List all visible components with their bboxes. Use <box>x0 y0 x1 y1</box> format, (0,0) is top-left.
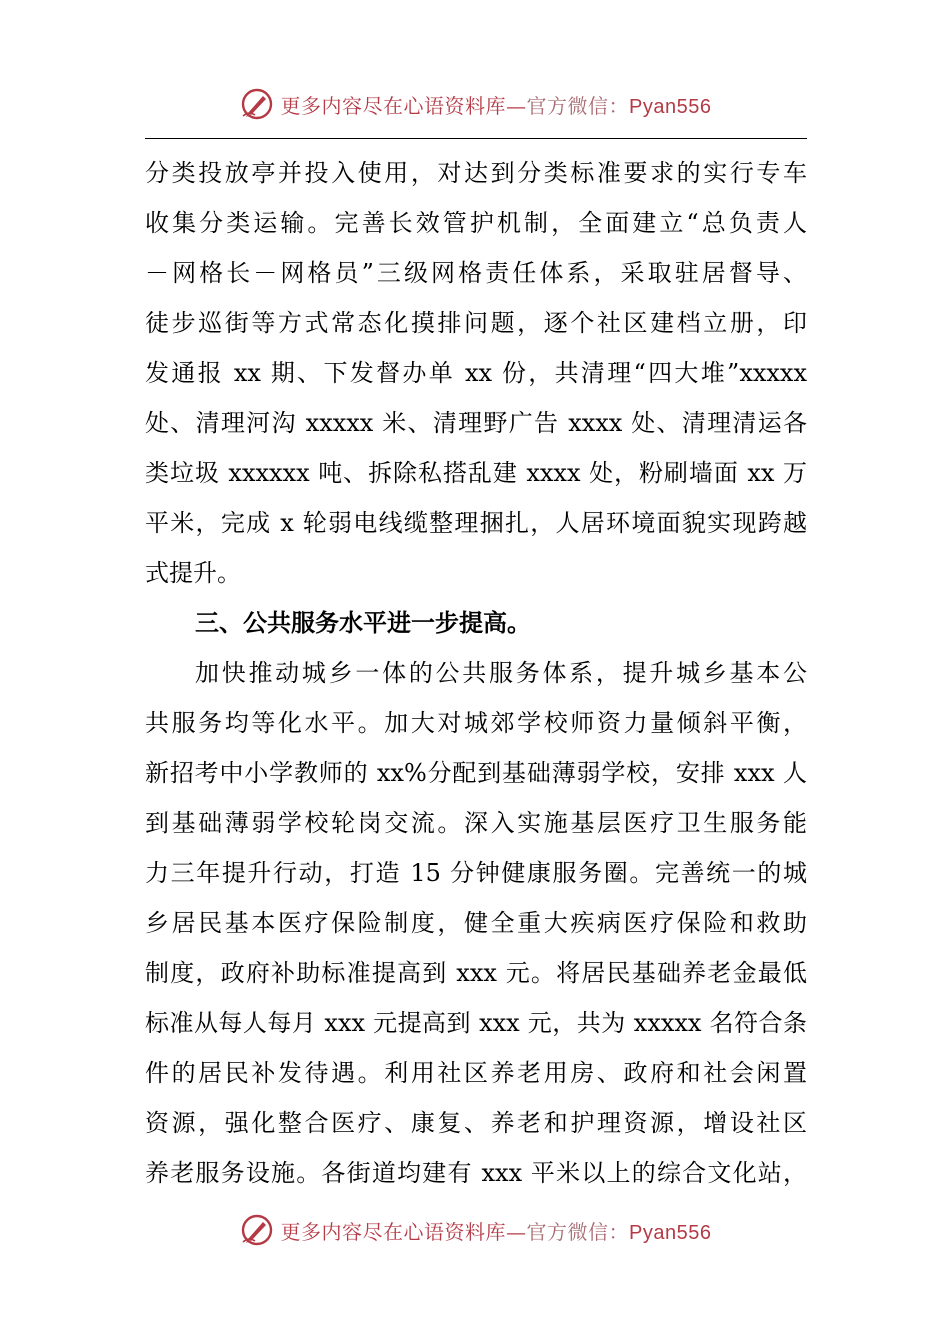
header-banner <box>0 82 950 126</box>
text-line: 乡居民基本医疗保险制度，健全重大疾病医疗保险和救助 <box>145 909 807 937</box>
pen-circle-logo-icon <box>239 1212 275 1248</box>
text-line: 加快推动城乡一体的公共服务体系，提升城乡基本公 <box>195 659 807 687</box>
header-dash: — <box>506 93 527 118</box>
header-wechat-label: 官方微信： <box>526 93 630 118</box>
footer-wechat-label: 官方微信： <box>526 1219 630 1244</box>
text-line: 徒步巡街等方式常态化摸排问题，逐个社区建档立册，印 <box>145 309 807 337</box>
header-divider <box>145 138 807 139</box>
header-brand: 更多内容尽在心语资料库 <box>280 93 507 118</box>
text-line: 分类投放亭并投入使用，对达到分类标准要求的实行专车 <box>145 159 807 187</box>
text-line: 处、清理河沟 xxxxx 米、清理野广告 xxxx 处、清理清运各 <box>145 409 807 437</box>
paragraph-2 <box>145 648 807 1198</box>
document-body <box>145 148 807 1198</box>
text-line: 力三年提升行动，打造 15 分钟健康服务圈。完善统一的城 <box>145 859 807 887</box>
text-line: －网格长－网格员”三级网格责任体系，采取驻居督导、 <box>145 259 807 287</box>
footer-dash: — <box>506 1219 527 1244</box>
text-line: 类垃圾 xxxxxx 吨、拆除私搭乱建 xxxx 处，粉刷墙面 xx 万 <box>145 459 807 487</box>
footer-text <box>281 1216 712 1245</box>
footer-banner <box>0 1208 950 1252</box>
text-line: 到基础薄弱学校轮岗交流。深入实施基层医疗卫生服务能 <box>145 809 807 837</box>
text-line: 共服务均等化水平。加大对城郊学校师资力量倾斜平衡， <box>145 709 807 737</box>
text-line: 养老服务设施。各街道均建有 xxx 平米以上的综合文化站， <box>145 1159 807 1187</box>
header-wechat-id: Pyan556 <box>629 95 712 118</box>
text-line: 制度，政府补助标准提高到 xxx 元。将居民基础养老金最低 <box>145 959 807 987</box>
text-line: 资源，强化整合医疗、康复、养老和护理资源，增设社区 <box>145 1109 807 1137</box>
text-line: 标准从每人每月 xxx 元提高到 xxx 元，共为 xxxxx 名符合条 <box>145 1009 807 1037</box>
header-text <box>281 90 712 119</box>
paragraph-1 <box>145 148 807 598</box>
text-line: 式提升。 <box>145 559 241 587</box>
text-line: 发通报 xx 期、下发督办单 xx 份，共清理“四大堆”xxxxx <box>145 359 807 387</box>
text-line: 平米，完成 x 轮弱电线缆整理捆扎，人居环境面貌实现跨越 <box>145 509 807 537</box>
pen-circle-logo-icon <box>239 86 275 122</box>
text-line: 件的居民补发待遇。利用社区养老用房、政府和社会闲置 <box>145 1059 807 1087</box>
text-line: 新招考中小学教师的 xx%分配到基础薄弱学校，安排 xxx 人 <box>145 759 807 787</box>
footer-wechat-id: Pyan556 <box>629 1221 712 1244</box>
section-heading-3: 三、公共服务水平进一步提高。 <box>195 609 531 637</box>
footer-brand: 更多内容尽在心语资料库 <box>280 1219 507 1244</box>
text-line: 收集分类运输。完善长效管护机制，全面建立“总负责人 <box>145 209 807 237</box>
